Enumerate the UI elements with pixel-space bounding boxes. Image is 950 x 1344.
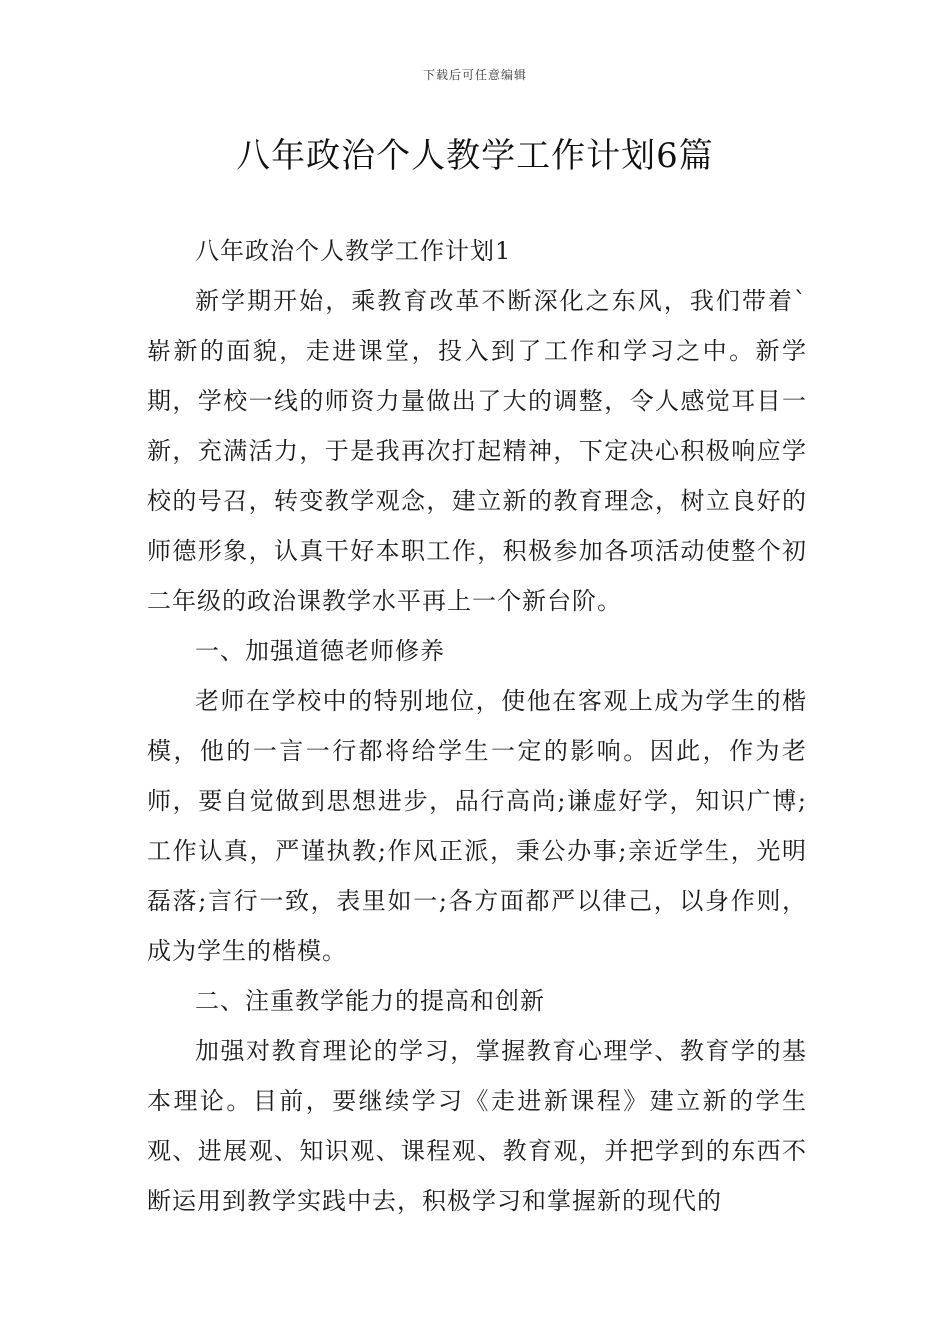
section-heading: 八年政治个人教学工作计划1: [195, 237, 512, 265]
header-note: 下载后可任意编辑: [422, 68, 527, 82]
paragraph: 加强对教育理论的学习，掌握教育心理学、教育学的基本理论。目前，要继续学习《走进新课程》建立新的学生观、进展观、知识观、课程观、教育观，并把学到的东西不断运用到教学实践中去，积极学习和掌握新的现代的: [147, 1037, 807, 1215]
document-body: [147, 226, 807, 1226]
section-heading: 二、注重教学能力的提高和创新: [195, 987, 545, 1015]
paragraph: 老师在学校中的特别地位，使他在客观上成为学生的楷模，他的一言一行都将给学生一定的影响。因此，作为老师，要自觉做到思想进步，品行高尚;谦虚好学，知识广博;工作认真，严谨执教;作风正派，秉公办事;亲近学生，光明磊落;言行一致，表里如一;各方面都严以律己，以身作则，成为学生的楷模。: [147, 687, 807, 965]
document-title: 八年政治个人教学工作计划6篇: [236, 136, 714, 176]
paragraph: 新学期开始，乘教育改革不断深化之东风，我们带着`崭新的面貌，走进课堂，投入到了工作和学习之中。新学期，学校一线的师资力量做出了大的调整，令人感觉耳目一新，充满活力，于是我再次打起精神，下定决心积极响应学校的号召，转变教学观念，建立新的教育理念，树立良好的师德形象，认真干好本职工作，积极参加各项活动使整个初二年级的政治课教学水平再上一个新台阶。: [147, 287, 807, 615]
section-heading: 一、加强道德老师修养: [195, 637, 445, 665]
